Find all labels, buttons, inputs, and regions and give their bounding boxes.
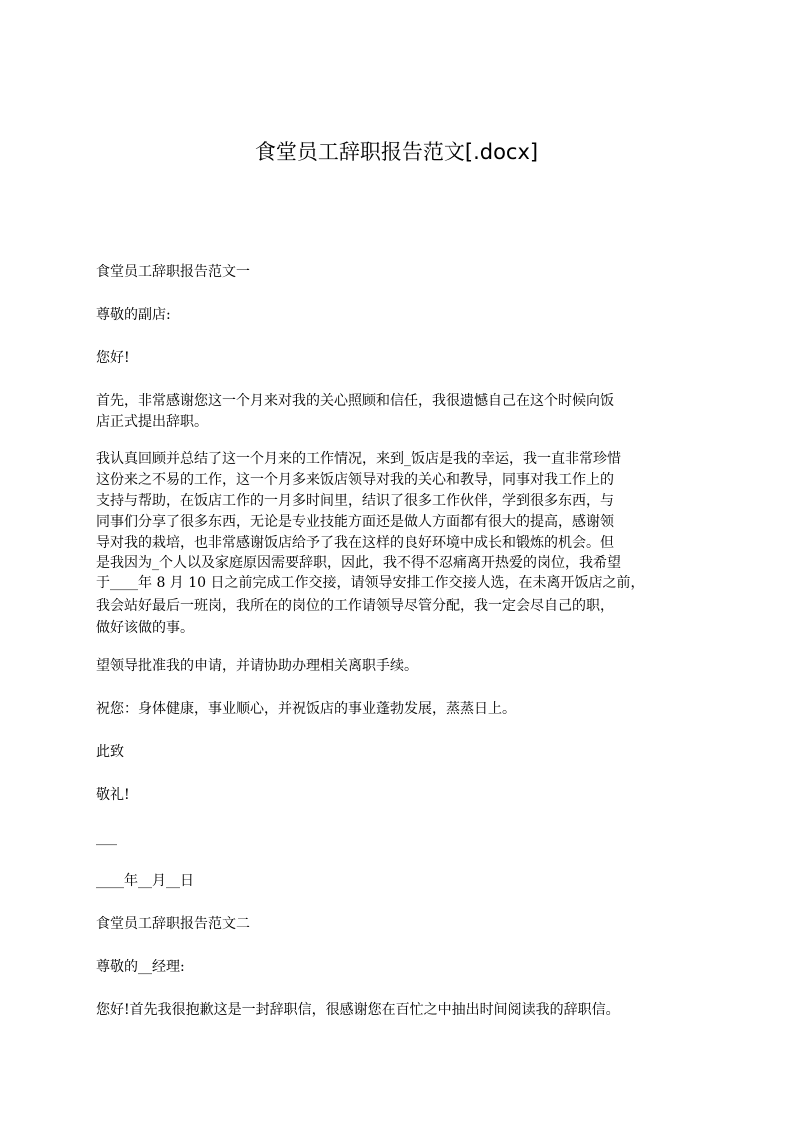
closing-line-1: 此致 <box>96 744 124 760</box>
paragraph-2-line: 这份来之不易的工作，这一个月多来饭店领导对我的关心和教导，同事对我工作上的 <box>96 472 614 488</box>
signature-blank: ___ <box>96 830 117 846</box>
closing-line-2: 敬礼! <box>96 787 130 803</box>
paragraph-2-line: 于____年 8 月 10 日之前完成工作交接，请领导安排工作交接人选，在未离开饭店之前， <box>96 575 645 591</box>
section-heading-1: 食堂员工辞职报告范文一 <box>96 264 250 280</box>
paragraph-2-line: 我会站好最后一班岗，我所在的岗位的工作请领导尽管分配，我一定会尽自己的职， <box>96 598 614 614</box>
salutation-1: 尊敬的副店: <box>96 307 171 323</box>
paragraph-1-line: 首先，非常感谢您这一个月来对我的关心照顾和信任，我很遗憾自己在这个时候向饭 <box>96 393 614 409</box>
paragraph-1 <box>96 391 696 433</box>
paragraph-2-line: 支持与帮助，在饭店工作的一月多时间里，结识了很多工作伙伴，学到很多东西，与 <box>96 493 614 509</box>
paragraph-2-line: 同事们分享了很多东西，无论是专业技能方面还是做人方面都有很大的提高，感谢领 <box>96 514 614 530</box>
paragraph-2-line: 我认真回顾并总结了这一个月来的工作情况，来到_饭店是我的幸运，我一直非常珍惜 <box>96 451 621 467</box>
document-body <box>96 262 696 1038</box>
paragraph-4: 祝您：身体健康，事业顺心，并祝饭店的事业蓬勃发展，蒸蒸日上。 <box>96 701 516 717</box>
salutation-2: 尊敬的__经理: <box>96 959 185 975</box>
paragraph-2-line: 做好该做的事。 <box>96 620 194 636</box>
paragraph-2-line: 是我因为_个人以及家庭原因需要辞职，因此，我不得不忍痛离开热爱的岗位，我希望 <box>96 555 621 571</box>
greeting-1: 您好! <box>96 350 130 366</box>
paragraph-5: 您好!首先我很抱歉这是一封辞职信，很感谢您在百忙之中抽出时间阅读我的辞职信。 <box>96 1002 620 1018</box>
paragraph-2 <box>96 449 696 639</box>
date-line: ____年__月__日 <box>96 873 194 889</box>
paragraph-2-line: 导对我的栽培，也非常感谢饭店给予了我在这样的良好环境中成长和锻炼的机会。但 <box>96 535 614 551</box>
paragraph-1-line: 店正式提出辞职。 <box>96 414 208 430</box>
section-heading-2: 食堂员工辞职报告范文二 <box>96 916 250 932</box>
paragraph-3: 望领导批准我的申请，并请协助办理相关离职手续。 <box>96 658 418 674</box>
document-title: 食堂员工辞职报告范文[.docx] <box>254 140 539 164</box>
